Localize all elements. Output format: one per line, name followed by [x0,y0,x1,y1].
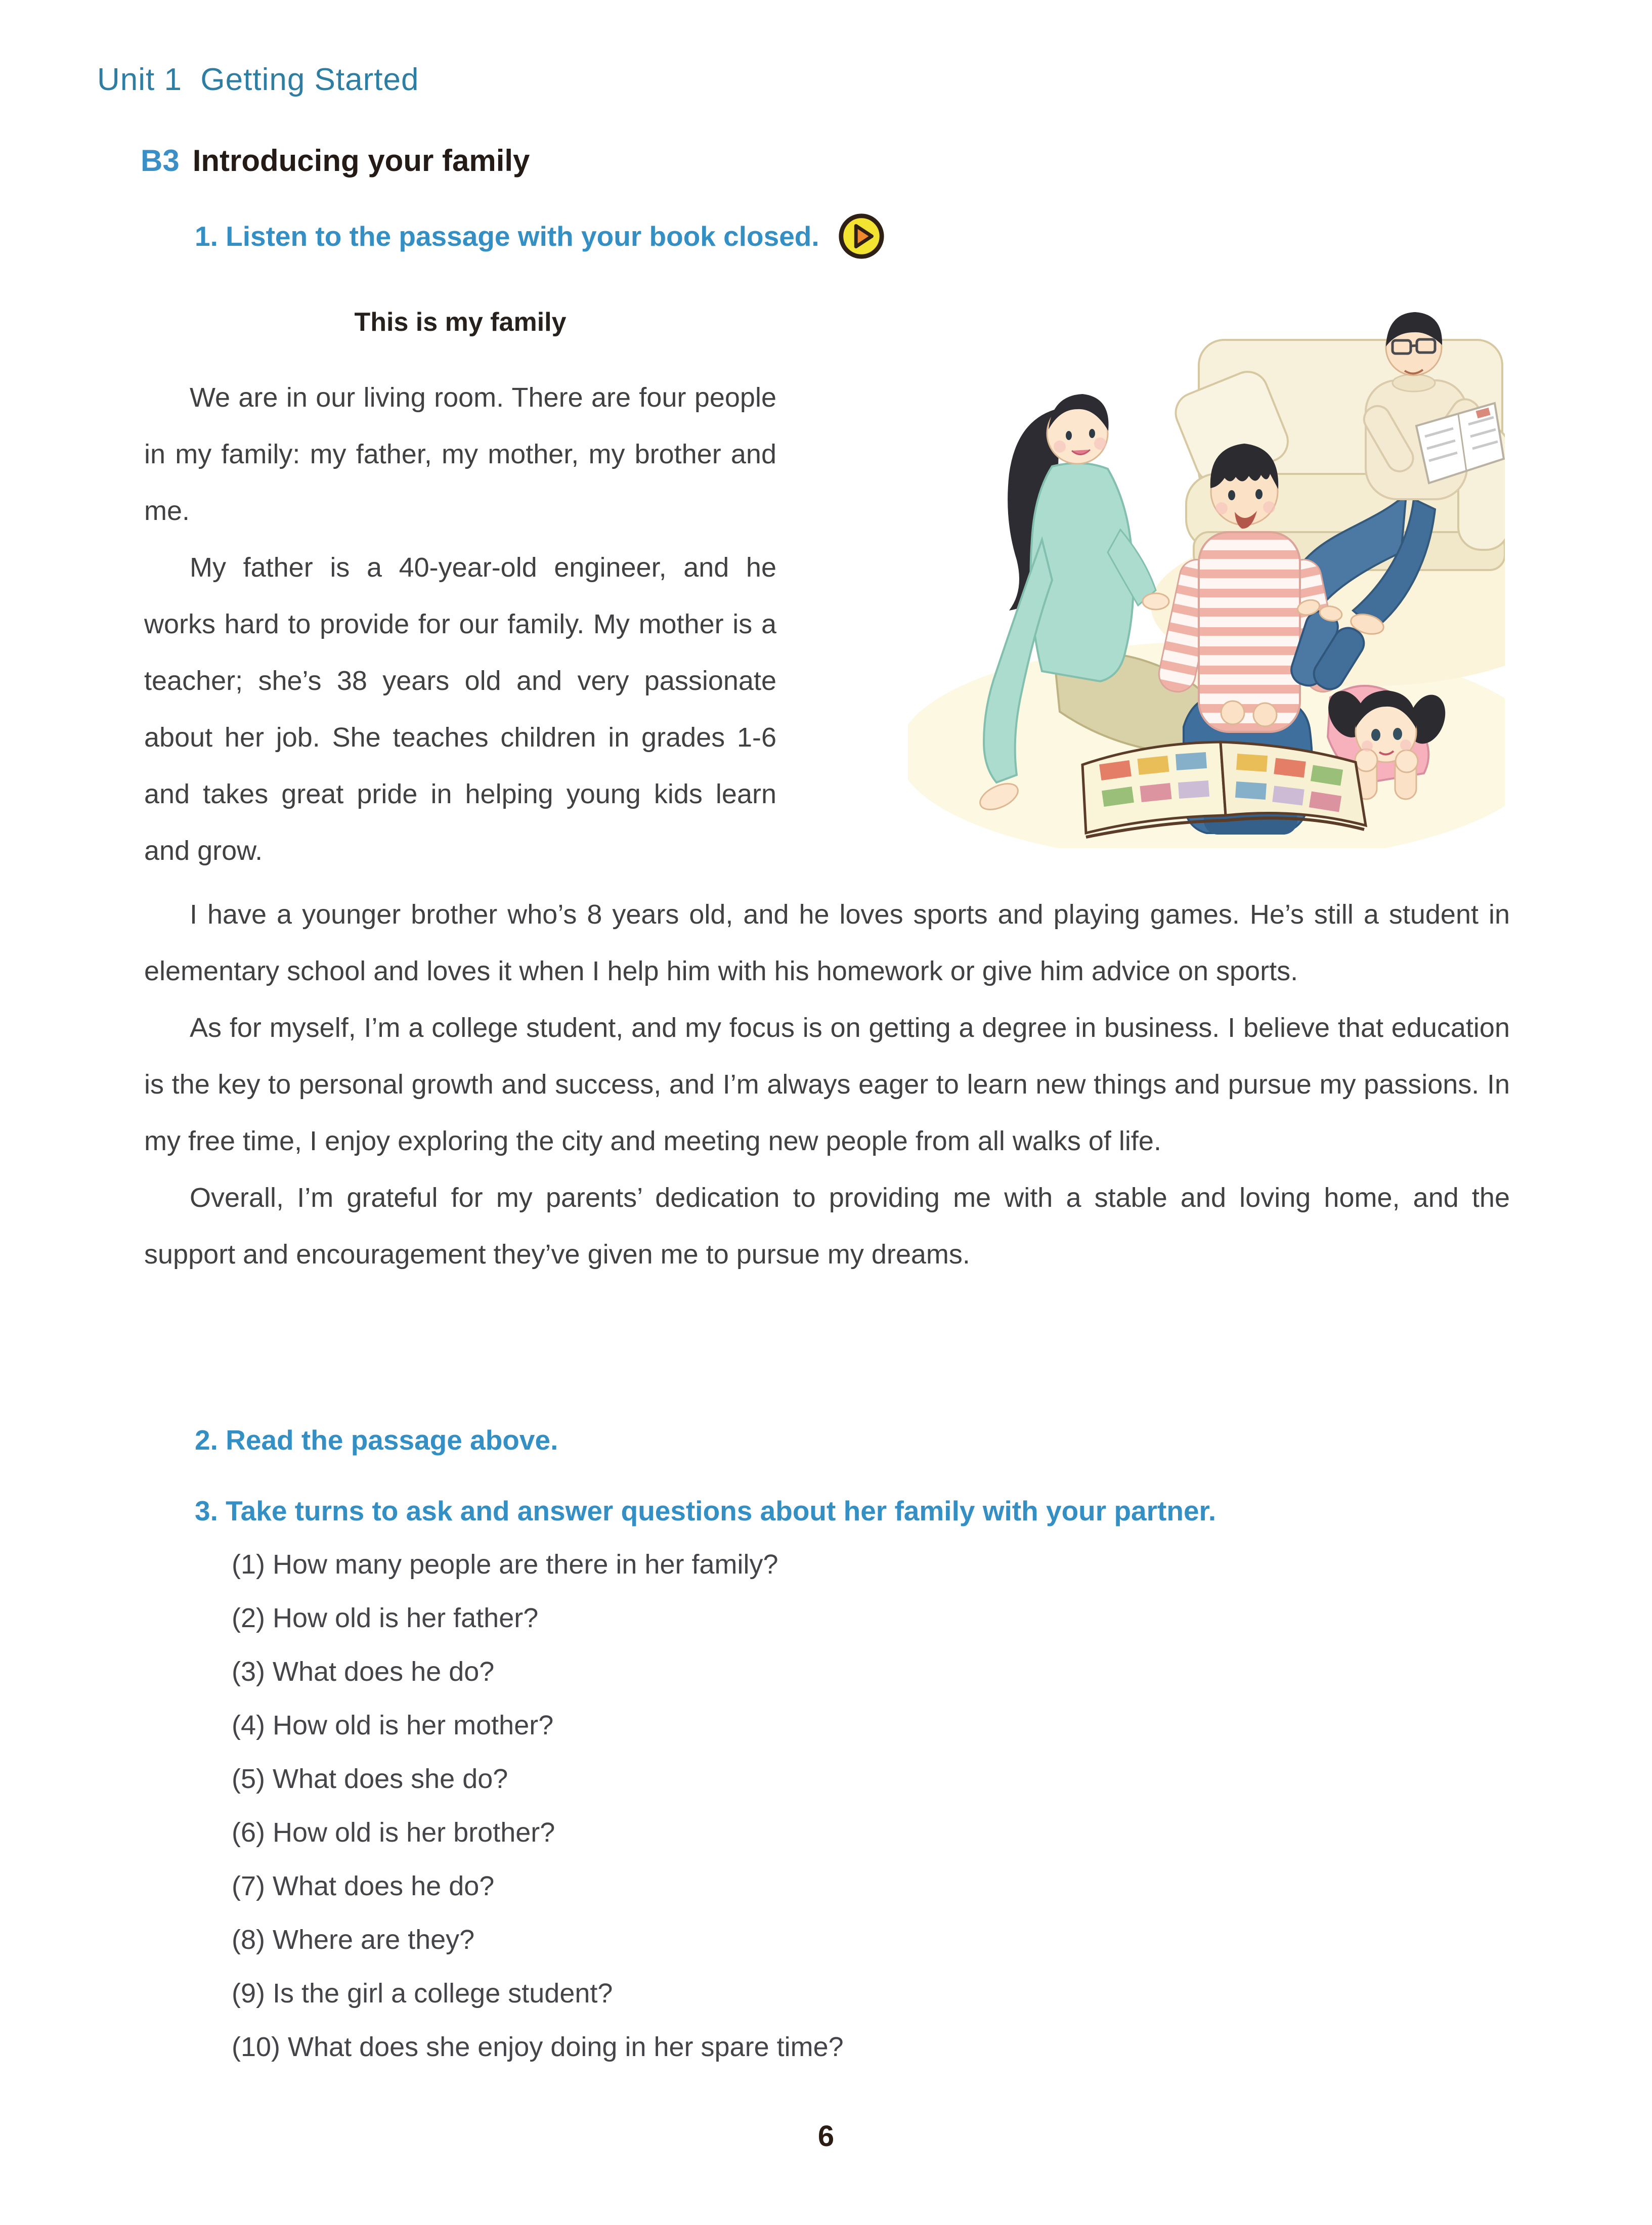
task-2-text: 2. Read the passage above. [195,1424,558,1456]
unit-header: Unit 1 Getting Started [97,62,419,97]
page-number: 6 [817,2120,835,2153]
task-3 [195,1495,1216,1527]
task-2 [195,1424,558,1456]
question-item: (10) What does she enjoy doing in her spare time? [232,2032,844,2062]
passage-full-paragraphs [144,886,1510,1283]
section-heading [141,143,530,178]
play-icon [837,211,886,261]
family-illustration [776,286,1510,850]
task-3-text: 3. Take turns to ask and answer questions about her family with your partner. [195,1495,1216,1526]
question-item: (3) What does he do? [232,1656,495,1687]
section-title: Introducing your family [192,144,530,178]
question-list [232,1538,844,2074]
passage-top [144,286,1510,879]
passage-paragraph: As for myself, I’m a college student, and my focus is on getting a degree in business. I believe that education is the key to personal growth and success, and I’m always eager to learn new things and pursue my passions. In my free time, I enjoy exploring the city and meeting new people from all walks of life. [144,1013,1510,1156]
question-item: (8) Where are they? [232,1925,475,1955]
question-item: (5) What does she do? [232,1764,508,1794]
passage [144,286,1510,1283]
family-living-room-drawing [908,256,1505,848]
section-label: B3 [141,144,180,178]
task-1 [195,211,886,261]
question-item: (2) How old is her father? [232,1603,539,1633]
question-item: (6) How old is her brother? [232,1817,555,1848]
passage-paragraph: I have a younger brother who’s 8 years old, and he loves sports and playing games. He’s still a student in elementary school and loves it when I help him with his homework or give him advice on sports. [144,899,1510,986]
question-item: (4) How old is her mother? [232,1710,554,1740]
question-item: (7) What does he do? [232,1871,495,1901]
play-audio-button[interactable] [837,211,886,261]
passage-title: This is my family [354,308,567,337]
question-item: (1) How many people are there in her family? [232,1549,778,1580]
passage-paragraph: We are in our living room. There are four people in my family: my father, my mother, my brother and me. [144,382,776,526]
passage-paragraph: Overall, I’m grateful for my parents’ dedication to providing me with a stable and loving home, and the support and encouragement they’ve given me to pursue my dreams. [144,1183,1510,1270]
task-1-text: 1. Listen to the passage with your book closed. [195,221,819,252]
passage-paragraph: My father is a 40-year-old engineer, and he works hard to provide for our family. My mother is a teacher; she’s 38 years old and very passionate about her job. She teaches children in grades 1-6 and takes great pride in helping young kids learn and grow. [144,552,776,866]
question-item: (9) Is the girl a college student? [232,1978,613,2009]
